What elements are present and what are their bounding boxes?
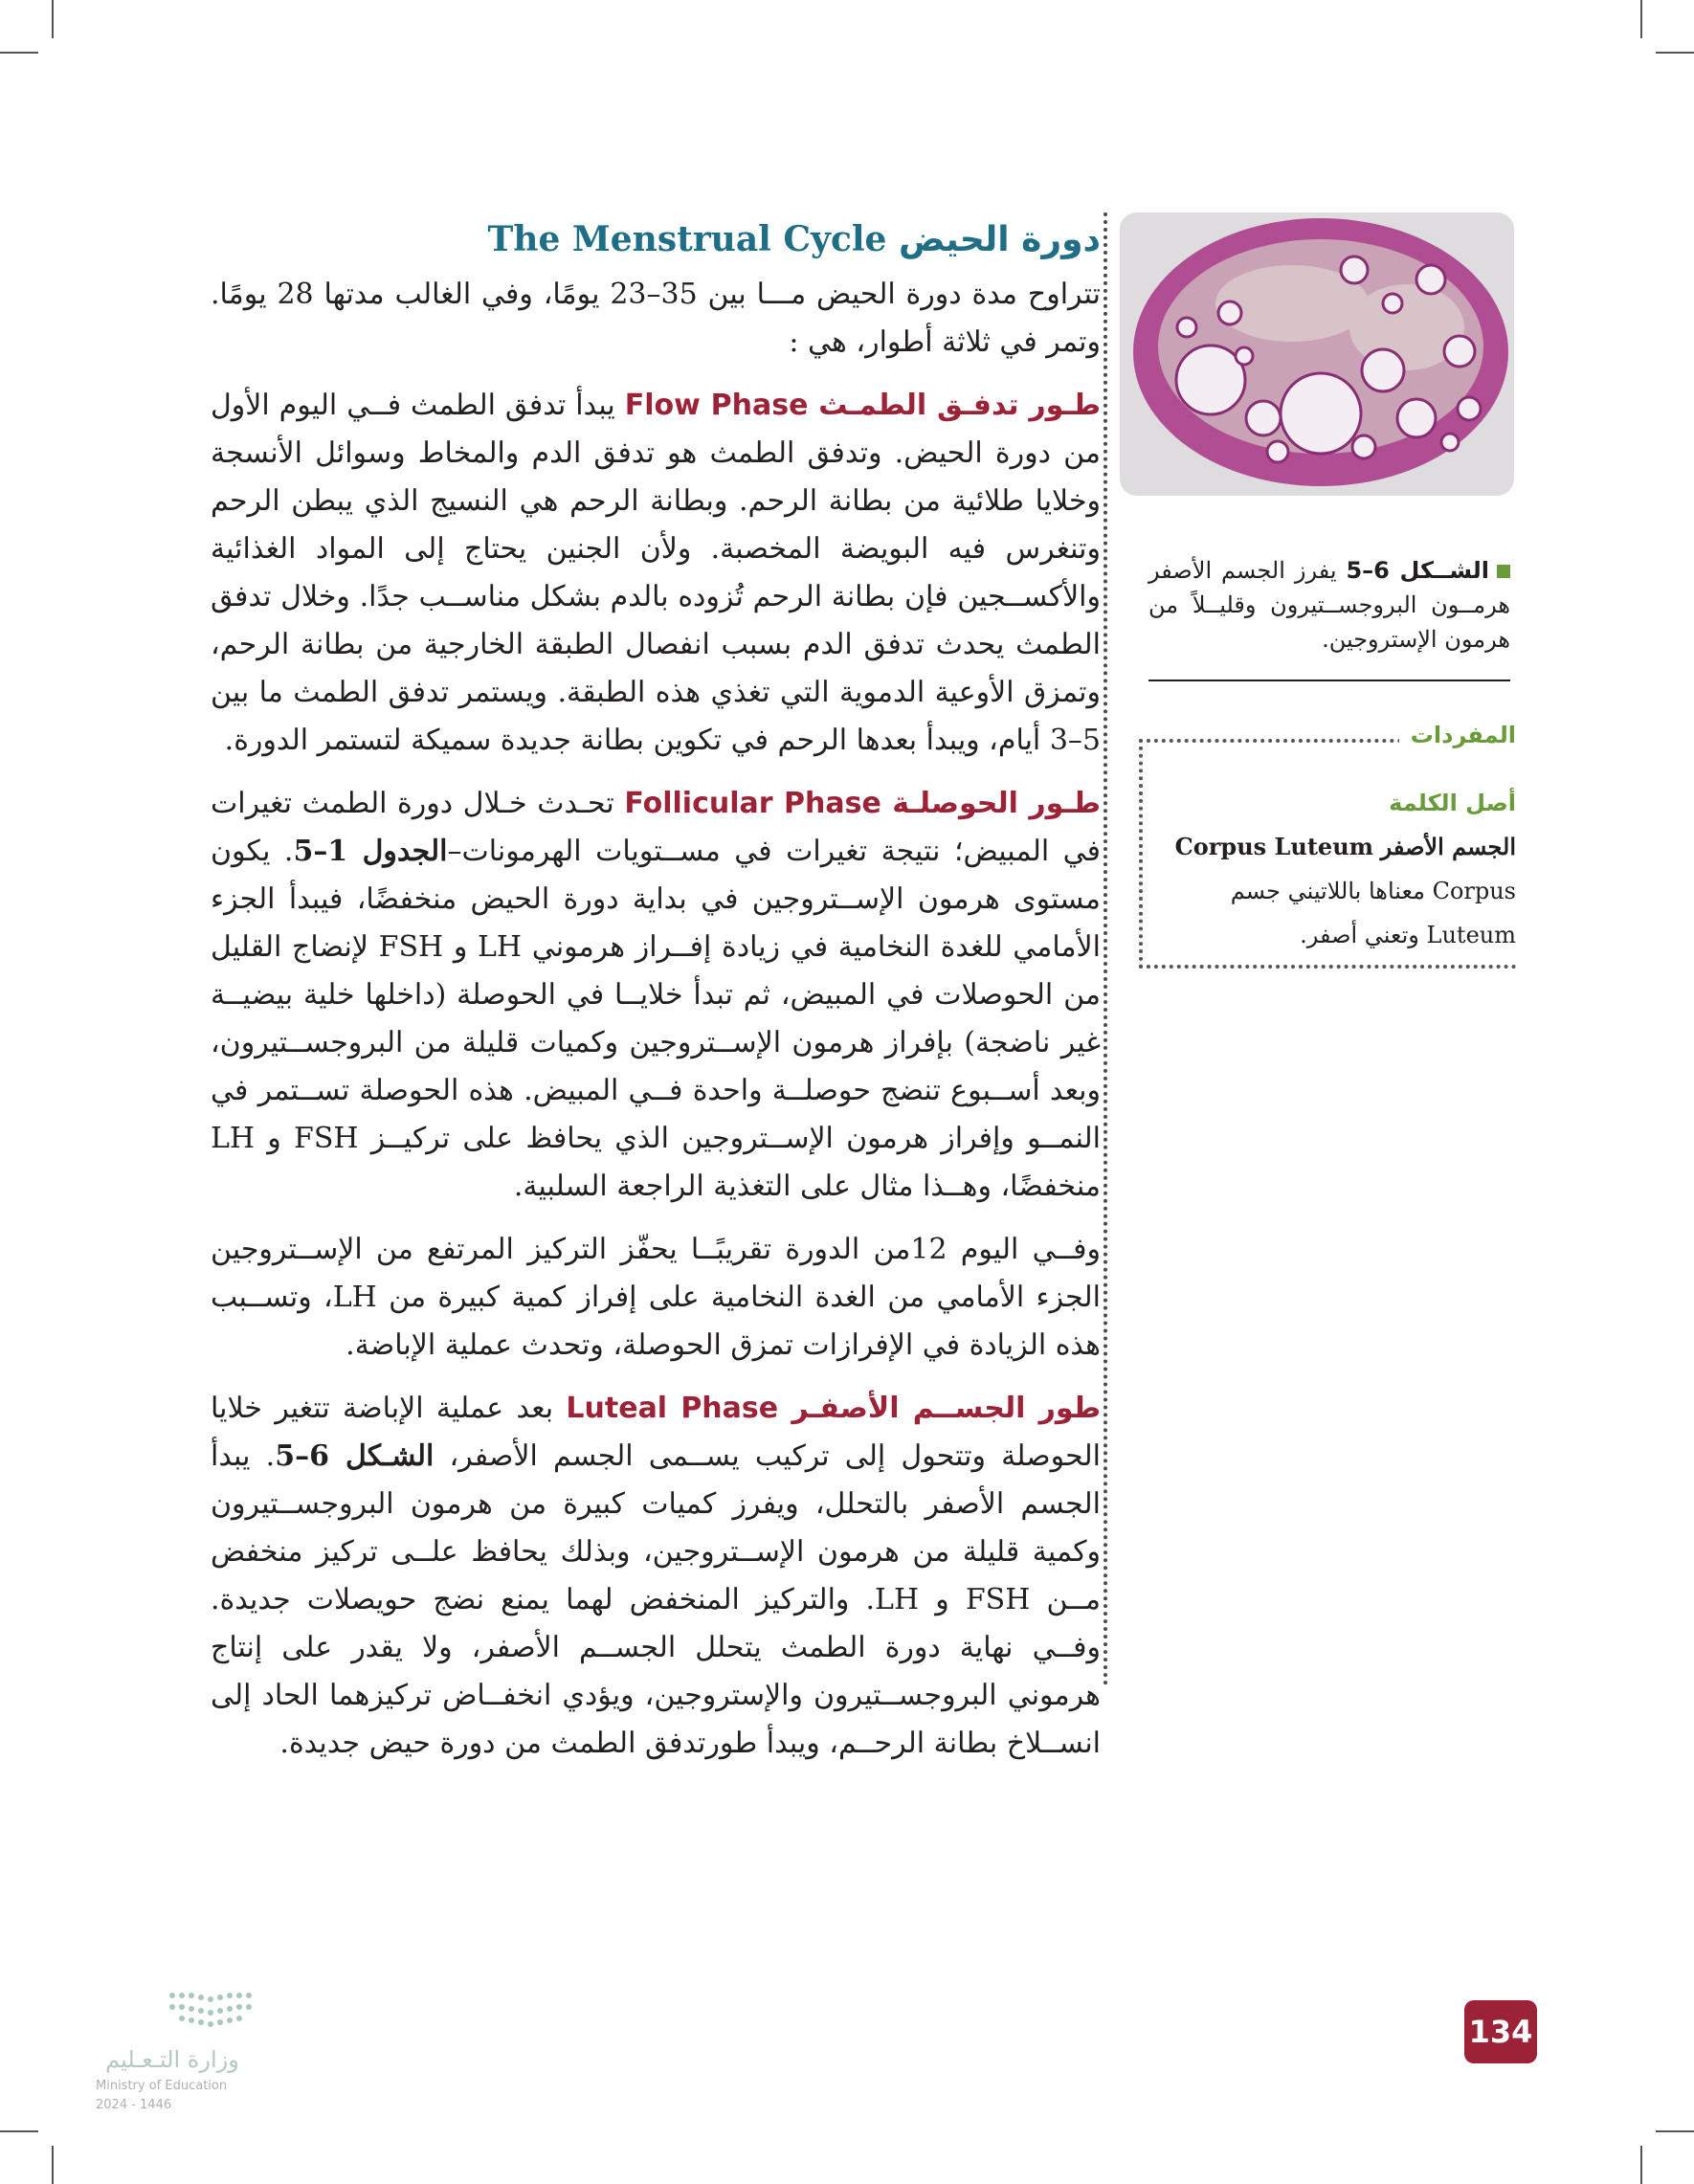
flow-phase-paragraph: [211, 382, 1101, 765]
follicular-phase-paragraph: [211, 780, 1101, 1211]
ovulation-paragraph: وفــي اليوم 12من الدورة تقريبًــا يحفّز التركيز المرتفع من الإســتروجين الجزء الأمامي من الغدة النخامية على إفراز كمية كبيرة من LH، وتســبب هذه الزيادة في الإفرازات تمزق الحوصلة، وتحدث عملية الإباضة.: [211, 1233, 1101, 1362]
luteal-phase-text: بعد عملية الإباضة تتغير خلايا الحوصلة وتتحول إلى تركيب يســمى الجسم الأصفر،: [211, 1392, 1101, 1473]
page-number: 134: [1464, 2000, 1537, 2063]
vocabulary-box: [1139, 722, 1516, 969]
crop-mark: [52, 0, 54, 38]
follicular-phase-text: تحـدث خـلال دورة الطمث تغيرات في المبيض؛ نتيجة تغيرات في مســتويات الهرمونات–: [211, 787, 1101, 868]
word-origin-heading: أصل الكلمة: [1389, 790, 1516, 816]
vocabulary-body: [1152, 781, 1516, 957]
crop-mark: [1640, 2146, 1642, 2184]
follicular-phase-text-cont: . يكون مستوى هرمون الإســتروجين في بداية دورة الحيض منخفضًا، فيبدأ الجزء الأمامي للغدة النخامية في زيادة إفــراز هرموني LH و FSH لإنضاج القليل من الحوصلات في المبيض، ثم تبدأ خلايــا في الحوصلة (داخلها خلية بيضيــة غير ناضجة) بإفراز هرمون الإســتروجين وكميات قليلة من البروجســتيرون، وبعد أســبوع تنضج حوصلــة واحدة فــي المبيض. هذه الحوصلة تســتمر في النمــو وإفراز هرمون الإســتروجين الذي يحافظ على تركيــز FSH و LH منخفضًا، وهــذا مثال على التغذية الراجعة السلبية.: [211, 835, 1101, 1203]
flow-phase-term: طـور تدفـق الطمـث Flow Phase: [624, 389, 1101, 422]
crop-mark: [0, 52, 38, 54]
figure-caption: [1148, 553, 1510, 657]
vocabulary-definition: Corpus معناها باللاتيني جسم Luteum وتعني أصفر.: [1230, 878, 1516, 948]
intro-paragraph: تتراوح مدة دورة الحيض مـــا بين 35–23 يومًا، وفي الغالب مدتها 28 يومًا. وتمر في ثلاثة أطوار، هي :: [211, 278, 1101, 359]
crop-mark: [1656, 52, 1694, 54]
caption-label: الشــكل 6–5: [1346, 557, 1489, 584]
crop-mark: [1656, 2130, 1694, 2132]
caption-rule: [1148, 680, 1510, 681]
ministry-name-en: Ministry of Education: [96, 2079, 228, 2093]
vocabulary-word: [1152, 825, 1516, 869]
section-title-en: The Menstrual Cycle: [487, 219, 887, 259]
column-divider: [1103, 212, 1107, 1686]
crop-mark: [52, 2146, 54, 2184]
section-title: [211, 212, 1101, 267]
caption-bullet-icon: [1497, 565, 1510, 578]
ministry-name-ar: وزارة التـعـليم: [105, 2046, 239, 2073]
luteal-phase-paragraph: [211, 1385, 1101, 1768]
flow-phase-text: يبدأ تدفق الطمث فــي اليوم الأول من دورة الحيض. وتدفق الطمث هو تدفق الدم والمخاط وسوائل الأنسجة وخلايا طلائية من بطانة الرحم. وبطانة الرحم هي النسيج الذي يبطن الرحم وتنغرس فيه البويضة المخصبة. ولأن الجنين يحتاج إلى المواد الغذائية والأكســجين فإن بطانة الرحم تُزوده بالدم بشكل مناســب جدًا. وخلال تدفق الطمث يحدث تدفق الدم بسبب انفصال الطبقة الخارجية من بطانة الرحم، وتمزق الأوعية الدموية التي تغذي هذه الطبقة. ويستمر تدفق الطمث ما بين 5–3 أيام، ويبدأ بعدها الرحم في تكوين بطانة جديدة سميكة لتستمر الدورة.: [211, 389, 1101, 757]
section-title-ar: دورة الحيض: [899, 220, 1101, 259]
follicular-phase-term: طـور الحوصلـة Follicular Phase: [624, 787, 1101, 820]
vocabulary-word-ar: الجسم الأصفر: [1380, 833, 1516, 860]
ministry-year: 2024 - 1446: [96, 2098, 172, 2112]
ovary-micrograph-icon: [1120, 212, 1514, 496]
table-reference: الجدول 1–5: [293, 835, 448, 868]
luteal-phase-term: طور الجســم الأصفـر Luteal Phase: [566, 1392, 1101, 1425]
figure-reference: الشـكل 6–5: [275, 1439, 435, 1473]
ovary-micrograph-figure: [1120, 212, 1514, 496]
caption-text: يفرز الجسم الأصفر هرمــون البروجســتيرون وقليــلاً من هرمون الإستروجين.: [1148, 557, 1510, 653]
luteal-phase-text-cont: . يبدأ الجسم الأصفر بالتحلل، ويفرز كميات كبيرة من هرمون البروجســتيرون وكمية قليلة من هرمون الإســتروجين، وبذلك يحافظ علــى تركيز منخفض مــن FSH و LH. والتركيز المنخفض لهما يمنع نضج حويصلات جديدة. وفــي نهاية دورة الطمث يتحلل الجســم الأصفر، ولا يقدر على إنتاج هرموني البروجســتيرون والإستروجين، ويؤدي انخفــاض تركيزهما الحاد إلى انســلاخ بطانة الرحــم، ويبدأ طورتدفق الطمث من دورة حيض جديدة.: [211, 1439, 1101, 1760]
crop-mark: [0, 2130, 38, 2132]
ministry-logo-icon: [96, 1986, 325, 2043]
main-text-column: [211, 212, 1101, 1783]
vocabulary-word-en: Corpus Luteum: [1174, 833, 1374, 860]
crop-mark: [1640, 0, 1642, 38]
vocabulary-title: المفردات: [1399, 722, 1516, 748]
